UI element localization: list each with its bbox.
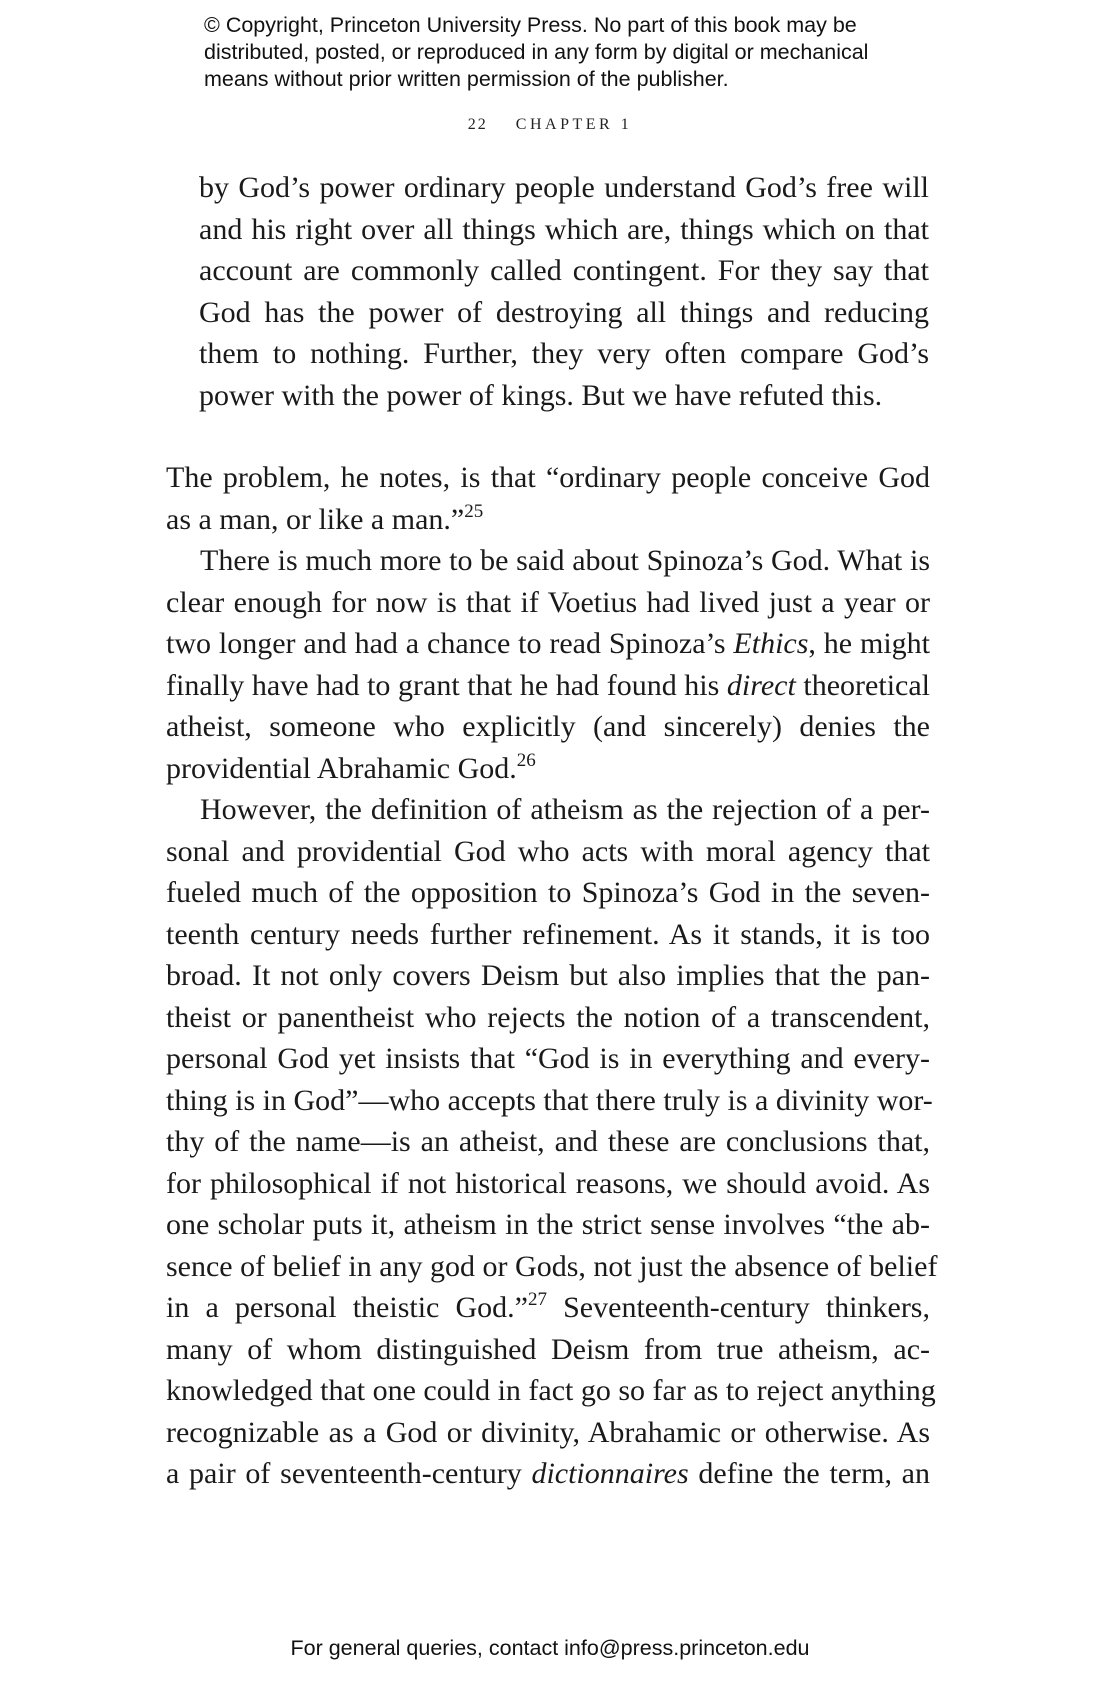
paragraph-line: sence of belief in any god or Gods, not just the absence of belief [166,1249,938,1283]
paragraph-line: There is much more to be said about Spinoza’s God. What is [200,544,930,577]
paragraph-line: clear enough for now is that if Voetius had lived just a year or [166,585,930,619]
paragraph-line: knowledged that one could in fact go so far as to reject anything [166,1374,936,1407]
paragraph-text: Seventeenth-century thinkers, [546,1291,930,1324]
paragraph-line [166,623,930,665]
copyright-line: means without prior written permission of the publisher. [204,67,729,91]
quote-line: power with the power of kings. But we have refuted this. [199,378,883,412]
copyright-line: distributed, posted, or reproduced in any form by digital or mechanical [204,40,869,64]
footnote-marker: 26 [516,749,536,771]
body-paragraphs [166,457,938,1495]
quote-line: and his right over all things which are, things which on that [199,212,929,246]
paragraph-line: theist or panentheist who rejects the notion of a transcendent, [166,1000,930,1034]
paragraph-text: finally have had to grant that he had found his [166,668,727,702]
paragraph-line: for philosophical if not historical reasons, we should avoid. As [166,1166,930,1200]
quote-line: by God’s power ordinary people understand God’s free will [199,171,929,204]
paragraph-line [166,1453,930,1495]
footer-contact: For general queries, contact info@press.princeton.edu [290,1636,810,1660]
copyright-line: © Copyright, Princeton University Press. No part of this book may be [204,13,857,37]
paragraph-text: as a man, or like a man.” [166,502,465,536]
paragraph-text: a pair of seventeenth-century [166,1457,532,1490]
block-quote [199,167,929,416]
quote-line: God has the power of destroying all things and reducing [199,295,929,329]
paragraph-line [166,499,930,541]
paragraph-line: broad. It not only covers Deism but also implies that the pan- [166,959,930,992]
italic-word: dictionnaires [531,1457,689,1490]
paragraph-line: recognizable as a God or divinity, Abrahamic or otherwise. As [166,1415,930,1449]
footnote-marker: 27 [527,1289,547,1310]
paragraph-text: providential Abrahamic God. [166,751,517,785]
paragraph-line: one scholar puts it, atheism in the strict sense involves “the ab- [166,1208,930,1241]
italic-title: Ethics [733,627,809,660]
paragraph-line [166,665,930,707]
paragraph-line: sonal and providential God who acts with moral agency that [166,834,930,868]
copyright-notice [204,12,924,93]
paragraph-line: personal God yet insists that “God is in everything and every- [166,1042,930,1075]
footnote-marker: 25 [464,500,484,522]
paragraph-line: fueled much of the opposition to Spinoza’s God in the seven- [166,876,930,909]
paragraph-line: thy of the name—is an atheist, and these are conclusions that, [166,1125,930,1158]
paragraph-line [166,748,930,790]
paragraph-text: in a personal theistic God.” [166,1291,528,1324]
paragraph-line: The problem, he notes, is that “ordinary people conceive God [166,461,930,494]
paragraph-line: thing is in God”—who accepts that there truly is a divinity wor- [166,1083,933,1117]
paragraph-line: However, the definition of atheism as the rejection of a per- [200,793,930,826]
paragraph-text: theoretical [795,668,930,702]
chapter-label: CHAPTER 1 [515,116,633,133]
paragraph-line: atheist, someone who explicitly (and sincerely) denies the [166,710,930,743]
paragraph-text: two longer and had a chance to read Spinoza’s [166,627,734,660]
paragraph-line: many of whom distinguished Deism from true atheism, ac- [166,1332,930,1366]
paragraph-text: , he might [808,627,930,660]
quote-line: account are commonly called contingent. For they say that [199,254,929,287]
running-head [0,116,1100,134]
paragraph-line: teenth century needs further refinement. As it stands, it is too [166,917,930,951]
paragraph-text: define the term, an [688,1457,930,1490]
italic-word: direct [726,668,796,702]
paragraph-line [166,1287,930,1329]
quote-line: them to nothing. Further, they very often compare God’s [199,337,929,370]
page-number: 22 [467,116,488,133]
